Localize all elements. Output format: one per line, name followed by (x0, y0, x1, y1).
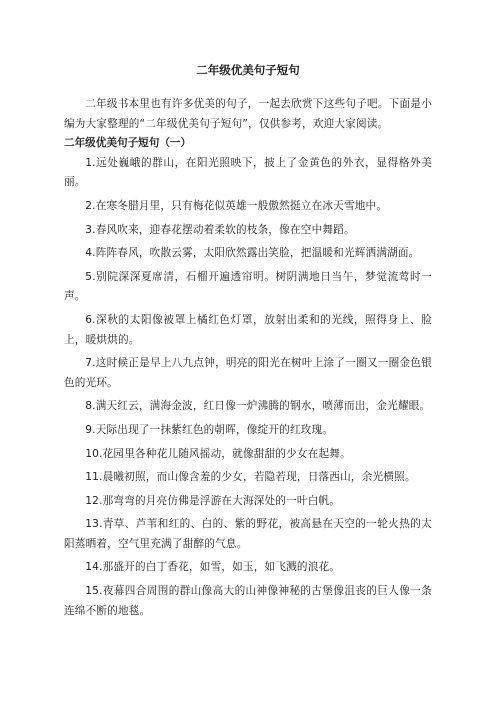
sentence-item: 10.花园里各种花儿随风摇动，就像甜甜的少女在起舞。 (85, 447, 351, 460)
sentence-item: 12.那弯弯的月亮仿佛是浮游在大海深处的一叶白帆。 (85, 494, 341, 507)
sentence-item: 2.在寒冬腊月里，只有梅花似英雄一般傲然挺立在冰天雪地中。 (85, 199, 388, 212)
section-heading: 二年级优美句子短句（一） (64, 137, 192, 150)
sentence-item: 9.天际出现了一抹紫红色的朝晖，像绽开的红玫瑰。 (85, 423, 334, 436)
sentence-item: 13.青草、芦苇和红的、白的、紫的野花，被高悬在天空的一轮火热的太阳蒸晒着，空气里充满了甜醉的气息。 (64, 518, 432, 550)
sentence-item: 6.深秋的太阳像被罩上橘红色灯罩，放射出柔和的光线，照得身上、脸上，暖烘烘的。 (64, 313, 432, 346)
sentence-item: 3.春风吹来，迎春花摆动着柔软的枝条，像在空中舞蹈。 (85, 223, 355, 236)
sentence-item: 14.那盛开的白丁香花，如雪，如玉，如飞溅的浪花。 (85, 561, 341, 574)
sentence-item: 11.晨曦初照，而山像含羞的少女，若隐若现，日落西山，余光横照。 (85, 471, 416, 484)
sentence-item: 4.阵阵春风，吹散云雾，太阳欣然露出笑脸，把温暖和光辉洒满湖面。 (85, 247, 420, 260)
intro-paragraph: 二年级书本里也有许多优美的句子，一起去欣赏下这些句子吧。下面是小编为大家整理的“二年级优美句子短句”，仅供参考，欢迎大家阅读。 (64, 98, 432, 130)
sentence-item: 5.别院深深夏席清，石榴开遍透帘明。树阴满地日当午，梦觉流莺时一声。 (64, 270, 432, 303)
sentence-item: 8.满天红云，满海金波，红日像一炉沸腾的钢水，喷薄而出，金光耀眼。 (85, 400, 431, 413)
sentence-item: 15.夜幕四合周围的群山像高大的山神像神秘的古堡像沮丧的巨人像一条连绵不断的地毯。 (64, 585, 432, 617)
sentence-item: 7.这时候正是早上八九点钟，明亮的阳光在树叶上涂了一圈又一圈金色银色的光环。 (64, 357, 432, 389)
document-title: 二年级优美句子短句 (196, 63, 300, 77)
sentence-item: 1.远处巍峨的群山，在阳光照映下，披上了金黄色的外衣，显得格外美丽。 (64, 156, 432, 189)
